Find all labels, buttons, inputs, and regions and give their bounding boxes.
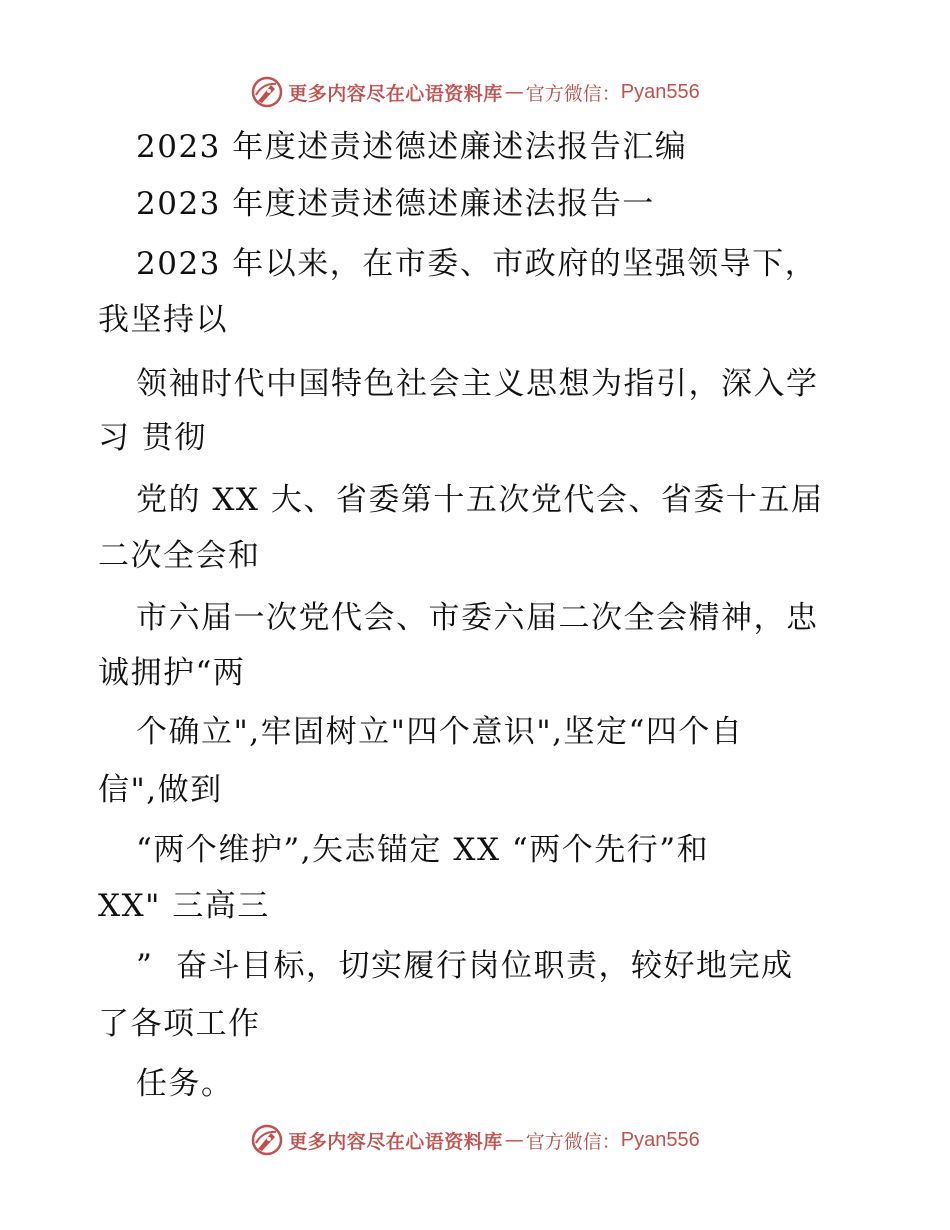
watermark-separator: —: [504, 1129, 524, 1151]
paragraph-line: 个确立",牢固树立"四个意识",坚定“四个自: [136, 714, 744, 750]
watermark-separator: —: [504, 81, 524, 103]
pen-nib-logo-icon: [250, 75, 284, 109]
header-watermark-banner: [0, 70, 950, 114]
paragraph-line: 市六届一次党代会、市委六届二次全会精神，忠: [136, 600, 819, 636]
paragraph-line: 二次全会和: [98, 538, 261, 574]
document-subtitle: 2023 年度述责述德述廉述法报告一: [136, 186, 655, 222]
paragraph-line: 了各项工作: [98, 1006, 261, 1042]
watermark-wechat-label: 官方微信：: [525, 82, 621, 105]
paragraph-line: ” 奋斗目标，切实履行岗位职责，较好地完成: [136, 948, 794, 984]
document-title: 2023 年度述责述德述廉述法报告汇编: [136, 129, 688, 165]
footer-watermark-banner: [0, 1118, 950, 1162]
watermark-site-text: 更多内容尽在心语资料库: [288, 1130, 503, 1153]
watermark-wechat-id: Pyan556: [620, 80, 700, 103]
paragraph-line: XX" 三高三: [98, 888, 270, 924]
paragraph-line: 我坚持以: [98, 302, 228, 338]
watermark-wechat-id: Pyan556: [620, 1128, 700, 1151]
paragraph-line: 领袖时代中国特色社会主义思想为指引，深入学: [136, 366, 819, 402]
paragraph-line: 任务。: [136, 1066, 234, 1102]
paragraph-line: 党的 XX 大、省委第十五次党代会、省委十五届: [136, 482, 824, 518]
paragraph-line: 2023 年以来，在市委、市政府的坚强领导下，: [136, 246, 818, 282]
watermark-wechat-label: 官方微信：: [525, 1130, 621, 1153]
pen-nib-logo-icon: [250, 1123, 284, 1157]
paragraph-line: 习 贯彻: [98, 420, 207, 456]
paragraph-line: 信",做到: [98, 772, 223, 808]
paragraph-line: 诚拥护“两: [98, 655, 246, 691]
watermark-site-text: 更多内容尽在心语资料库: [288, 82, 503, 105]
paragraph-line: “两个维护”,矢志锚定 XX “两个先行”和: [136, 832, 710, 868]
